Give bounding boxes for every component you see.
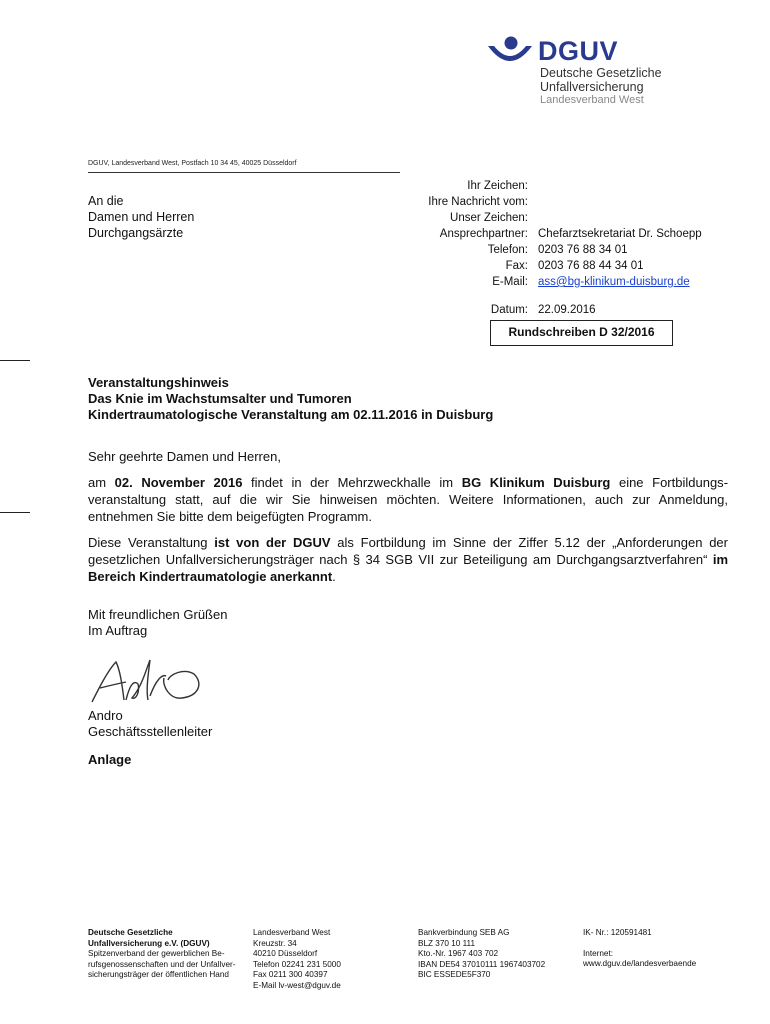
salutation: Sehr geehrte Damen und Herren, [88, 449, 281, 464]
info-row-unser-zeichen [380, 210, 702, 226]
info-label: Ihre Nachricht vom: [428, 196, 528, 208]
subject-line: Das Knie im Wachstumsalter und Tumoren [88, 391, 352, 406]
recipient-line: Damen und Herren [88, 210, 195, 224]
logo-line-1: Deutsche Gesetzliche [540, 66, 662, 80]
footer-line: Spitzenverband der gewerblichen Be- [88, 949, 225, 958]
text-run: eine Fortbildungsveranstaltung statt, auf die wir Sie hinweisen möchten. Weitere Informationen, auch zur Anmeldung, entnehmen Sie bitte dem beigefügten Programm. [88, 475, 729, 524]
recipient-line: An die [88, 194, 124, 208]
info-value [528, 178, 538, 194]
footer-address [253, 928, 393, 991]
subject-line: Kindertraumatologische Veranstaltung am 02.11.2016 in Duisburg [88, 407, 494, 422]
sender-divider [88, 172, 400, 173]
fold-mark [0, 512, 30, 513]
info-label: E-Mail: [492, 276, 528, 288]
rundschreiben-box: Rundschreiben D 32/2016 [490, 320, 673, 346]
info-value: 22.09.2016 [538, 304, 596, 316]
signer-title: Geschäftsstellenleiter [88, 724, 213, 739]
signer-name: Andro [88, 708, 123, 723]
info-label: Unser Zeichen: [450, 212, 528, 224]
reference-info-block [380, 178, 702, 318]
footer-organization [88, 928, 253, 981]
footer-line: rufsgenossenschaften und der Unfallver- [88, 959, 236, 969]
info-row-ansprechpartner [380, 226, 702, 242]
paragraph-2 [88, 534, 728, 585]
text-run: Diese Veranstaltung [88, 535, 215, 550]
recipient-block [88, 193, 194, 241]
footer-line: Fax 0211 300 40397 [253, 970, 328, 979]
info-row-fax [380, 258, 702, 274]
info-value: Chefarztsekretariat Dr. Schoepp [538, 228, 702, 240]
info-row-email [380, 274, 702, 290]
footer-line: E-Mail lv-west@dguv.de [253, 980, 341, 990]
paragraph-1 [88, 474, 728, 525]
text-run: findet in der Mehrzweckhalle im [242, 475, 462, 490]
footer-line: Kto.-Nr. 1967 403 702 [418, 949, 499, 958]
text-run: . [332, 569, 336, 584]
closing-line: Mit freundlichen Grüßen [88, 607, 228, 622]
footer-line: sicherungsträger der öffentlichen Hand [88, 970, 229, 979]
info-label: Telefon: [487, 244, 528, 256]
subject-line: Veranstaltungshinweis [88, 375, 229, 390]
info-value [528, 210, 538, 226]
sender-address-line: DGUV, Landesverband West, Postfach 10 34 45, 40025 Düsseldorf [88, 160, 297, 167]
info-value: 0203 76 88 44 34 01 [538, 260, 644, 272]
fold-mark [0, 360, 30, 361]
info-label: Datum: [490, 304, 528, 316]
footer-ik-internet [583, 928, 723, 970]
footer-website-link[interactable]: www.dguv.de/landesverbaende [583, 959, 697, 968]
footer-line: BIC ESSEDE5F370 [418, 970, 491, 979]
subject-block [88, 375, 493, 423]
info-row-ihr-zeichen [380, 178, 702, 194]
footer-line: Landesverband West [253, 928, 331, 937]
text-run: am [88, 475, 115, 490]
info-value [528, 194, 538, 210]
footer-line: 40210 Düsseldorf [253, 949, 318, 958]
text-run: als Fortbildung im Sinne der Ziffer 5.12 der „Anforderungen der gesetzlichen Unfallversicherungsträger nach § 34 SGB VII zur Beteiligung am Durchgangsarztverfahren“ [88, 535, 728, 567]
text-run-bold: BG Klinikum Duisburg [461, 475, 611, 490]
text-run-bold: im Bereich Kindertraumatologie anerkannt [88, 552, 728, 584]
info-row-ihre-nachricht [380, 194, 702, 210]
footer-line: BLZ 370 10 111 [418, 938, 476, 948]
logo-line-3: Landesverband West [540, 94, 644, 106]
info-row-datum [380, 302, 702, 318]
closing-line: Im Auftrag [88, 623, 148, 638]
attachment-label: Anlage [88, 752, 132, 767]
logo-line-2: Unfallversicherung [540, 80, 644, 94]
signer-block [88, 708, 212, 740]
email-link[interactable]: ass@bg-klinikum-duisburg.de [538, 276, 690, 288]
info-label: Ansprechpartner: [439, 228, 528, 240]
footer-line: Internet: [583, 948, 614, 958]
info-value: 0203 76 88 34 01 [538, 244, 628, 256]
dguv-logo-icon [486, 36, 534, 70]
logo-name: DGUV [538, 36, 619, 66]
text-run-bold: 02. November 2016 [114, 475, 243, 490]
footer-line: Kreuzstr. 34 [253, 938, 297, 948]
footer-bank [418, 928, 578, 981]
footer-line: Deutsche Gesetzliche [88, 928, 173, 937]
closing-block [88, 607, 728, 639]
info-label: Fax: [505, 260, 528, 272]
handwritten-signature [86, 640, 216, 710]
footer-line: Unfallversicherung e.V. (DGUV) [88, 938, 210, 948]
recipient-line: Durchgangsärzte [88, 226, 184, 240]
footer-line: Bankverbindung SEB AG [418, 928, 510, 937]
text-run-bold: ist von der DGUV [214, 535, 331, 550]
info-label: Ihr Zeichen: [467, 180, 528, 192]
info-row-telefon [380, 242, 702, 258]
dguv-logo [486, 36, 686, 108]
footer-line: IBAN DE54 37010111 1967403702 [418, 959, 546, 969]
footer-line: Telefon 02241 231 5000 [253, 959, 341, 969]
footer-line: IK- Nr.: 120591481 [583, 928, 652, 937]
footer-spacer [583, 939, 723, 949]
